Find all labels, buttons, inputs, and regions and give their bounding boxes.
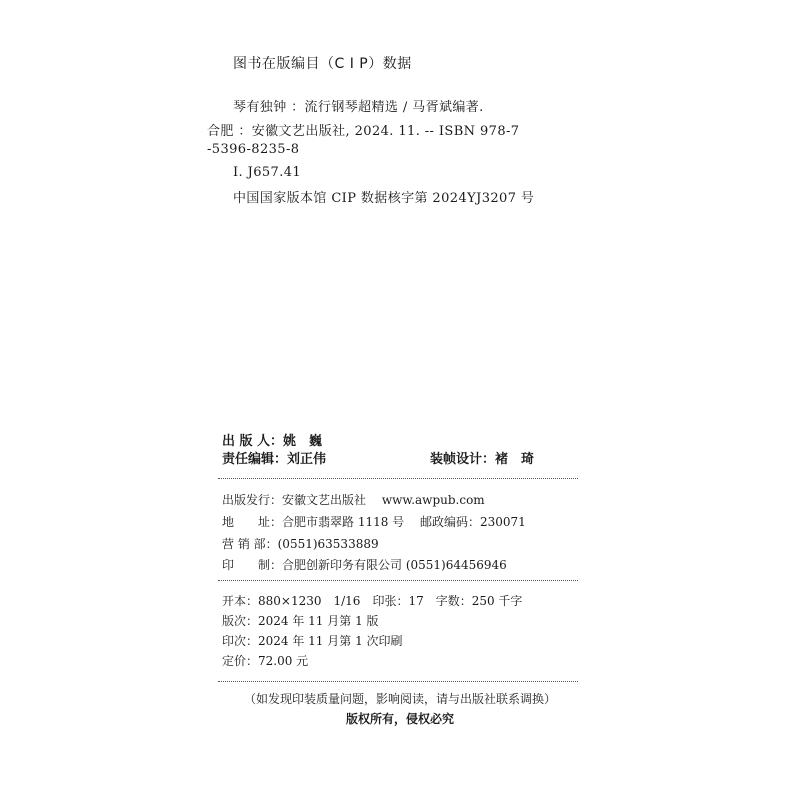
edition-line: 版次：2024 年 11 月第 1 版 bbox=[222, 614, 379, 628]
cip-line-record-number: 中国国家版本馆 CIP 数据核字第 2024YJ3207 号 bbox=[233, 191, 535, 206]
cip-line-isbn-cont: -5396-8235-8 bbox=[207, 142, 300, 157]
responsible-editor: 责任编辑：刘正伟 bbox=[222, 452, 327, 467]
dotted-divider bbox=[218, 478, 578, 479]
publisher-person: 出 版 人：姚 巍 bbox=[222, 434, 323, 449]
cip-line-publisher-isbn: 合肥 ：安徽文艺出版社, 2024. 11. -- ISBN 978-7 bbox=[207, 124, 520, 139]
cip-title: 图书在版编目（C I P）数据 bbox=[233, 56, 412, 72]
cip-line-title-author: 琴有独钟 ：流行钢琴超精选 / 马胥斌编著. bbox=[233, 100, 484, 115]
copyright-notice: 版权所有，侵权必究 bbox=[345, 712, 454, 726]
format-line: 开本：880×1230 1/16 印张：17 字数：250 千字 bbox=[222, 594, 523, 608]
cip-line-classification: Ⅰ. J657.41 bbox=[233, 165, 302, 180]
printer-line: 印 制：合肥创新印务有限公司 (0551)64456946 bbox=[222, 558, 507, 572]
distributor-line: 出版发行：安徽文艺出版社 www.awpub.com bbox=[222, 493, 485, 507]
price-line: 定价：72.00 元 bbox=[222, 654, 309, 668]
printing-line: 印次：2024 年 11 月第 1 次印刷 bbox=[222, 634, 403, 648]
address-line: 地 址：合肥市翡翠路 1118 号 邮政编码：230071 bbox=[222, 515, 526, 529]
quality-notice: （如发现印装质量问题，影响阅读，请与出版社联系调换） bbox=[243, 692, 556, 706]
cover-designer: 装帧设计：褚 琦 bbox=[430, 452, 535, 467]
dotted-divider bbox=[218, 580, 578, 581]
sales-line: 营 销 部：(0551)63533889 bbox=[222, 537, 379, 551]
dotted-divider bbox=[218, 681, 578, 682]
